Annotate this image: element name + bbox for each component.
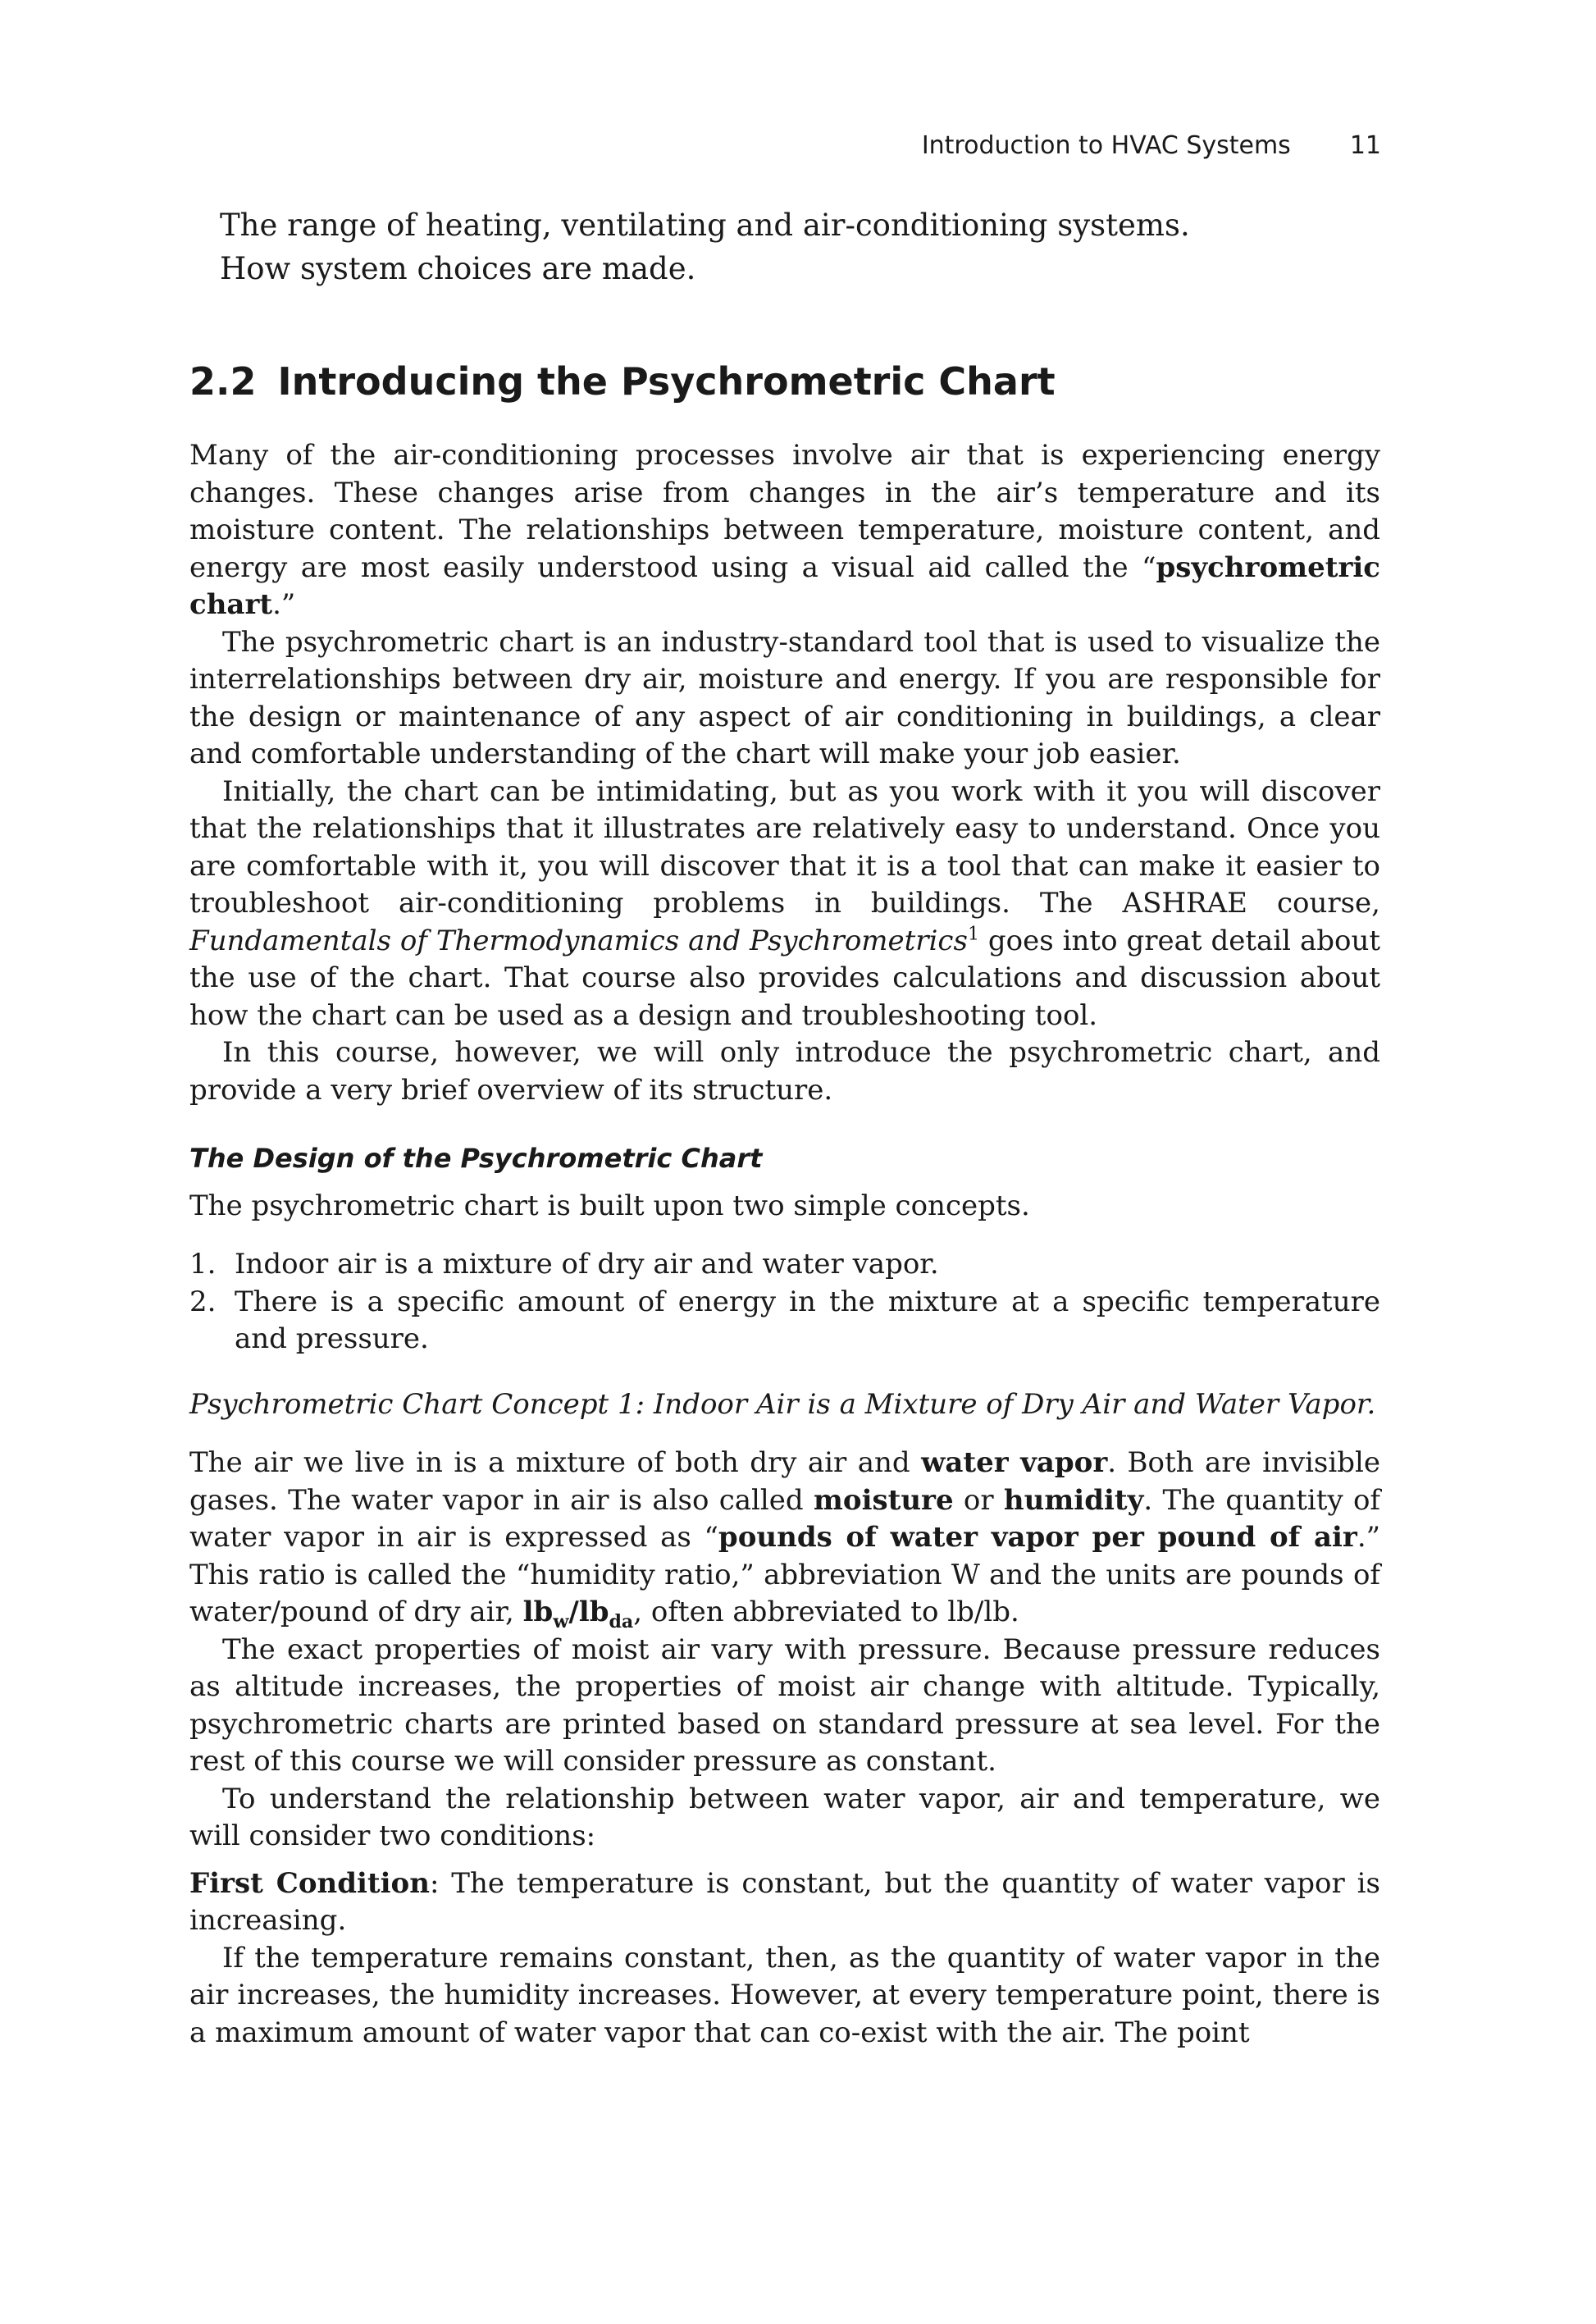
course-title: Fundamentals of Thermodynamics and Psychrometrics	[189, 924, 968, 957]
intro-list	[220, 203, 1384, 290]
list-item: 2. There is a specific amount of energy in the mixture at a specific temperature and pressure.	[189, 1285, 1380, 1355]
running-header	[922, 131, 1381, 160]
paragraph: Many of the air-conditioning processes involve air that is experiencing energy changes. These changes arise from changes in the air’s temperature and its moisture content. The relationships between temperature, moisture content, and energy are most easily understood using a visual aid called the “psychrometric chart.”	[189, 439, 1380, 621]
paragraph: The psychrometric chart is an industry-standard tool that is used to visualize the interrelationships between dry air, moisture and energy. If you are responsible for the design or maintenance of any aspect of air conditioning in buildings, a clear and comfortable understanding of the chart will make your job easier.	[189, 625, 1380, 770]
section-number: 2.2	[189, 359, 257, 404]
unit-expression: $lb_w/lb_{da}$	[522, 1596, 634, 1632]
paragraph: The psychrometric chart is built upon two simple concepts.	[189, 1189, 1030, 1222]
condition-label: First Condition	[189, 1866, 430, 1900]
intro-line: The range of heating, ventilating and air-conditioning systems.	[220, 208, 1190, 243]
paragraph: First Condition: The temperature is constant, but the quantity of water vapor is increasing.	[189, 1866, 1380, 1937]
paragraph: In this course, however, we will only introduce the psychrometric chart, and provide a very brief overview of its structure.	[189, 1036, 1380, 1107]
section-title: Introducing the Psychrometric Chart	[277, 359, 1056, 404]
paragraph: The exact properties of moist air vary with pressure. Because pressure reduces as altitude increases, the properties of moist air change with altitude. Typically, psychrometric charts are printed based on standard pressure at sea level. For the rest of this course we will consider pressure as constant.	[189, 1632, 1380, 1778]
paragraph: To understand the relationship between water vapor, air and temperature, we will consider two conditions:	[189, 1782, 1380, 1852]
running-title: Introduction to HVAC Systems	[921, 131, 1291, 160]
list-item: 1. Indoor air is a mixture of dry air and water vapor.	[189, 1248, 939, 1281]
footnote-ref: 1	[967, 923, 979, 945]
page-number: 11	[1349, 131, 1381, 160]
paragraph: If the temperature remains constant, then, as the quantity of water vapor in the air increases, the humidity increases. However, at every temperature point, there is a maximum amount of water vapor that can co-exist with the air. The point	[189, 1941, 1380, 2049]
subsection-heading: The Design of the Psychrometric Chart	[189, 1143, 763, 1174]
section-heading	[189, 359, 1056, 404]
body-text	[189, 437, 1380, 2052]
paragraph: The air we live in is a mixture of both dry air and water vapor. Both are invisible gases. The water vapor in air is also called moisture or humidity. The quantity of water vapor in air is expressed as “pounds of water vapor per pound of air.” This ratio is called the “humidity ratio,” abbreviation W and the units are pounds of water/pound of dry air, $lb_w/lb_{da}$, often abbreviated to lb/lb.	[189, 1446, 1381, 1632]
concept-list	[189, 1246, 1380, 1358]
paragraph: Initially, the chart can be intimidating, but as you work with it you will discover that the relationships that it illustrates are relatively easy to understand. Once you are comfortable with it, you will discover that it is a tool that can make it easier to troubleshoot air-conditioning problems in buildings. The ASHRAE course, Fundamentals of Thermodynamics and Psychrometrics$^1$ goes into great detail about the use of the chart. That course also provides calculations and discussion about how the chart can be used as a design and troubleshooting tool.	[189, 774, 1381, 1032]
concept-heading: Psychrometric Chart Concept 1: Indoor Air is a Mixture of Dry Air and Water Vapor.	[189, 1387, 1376, 1421]
bold-term: psychrometric chart	[189, 550, 1380, 621]
intro-line: How system choices are made.	[220, 251, 696, 286]
